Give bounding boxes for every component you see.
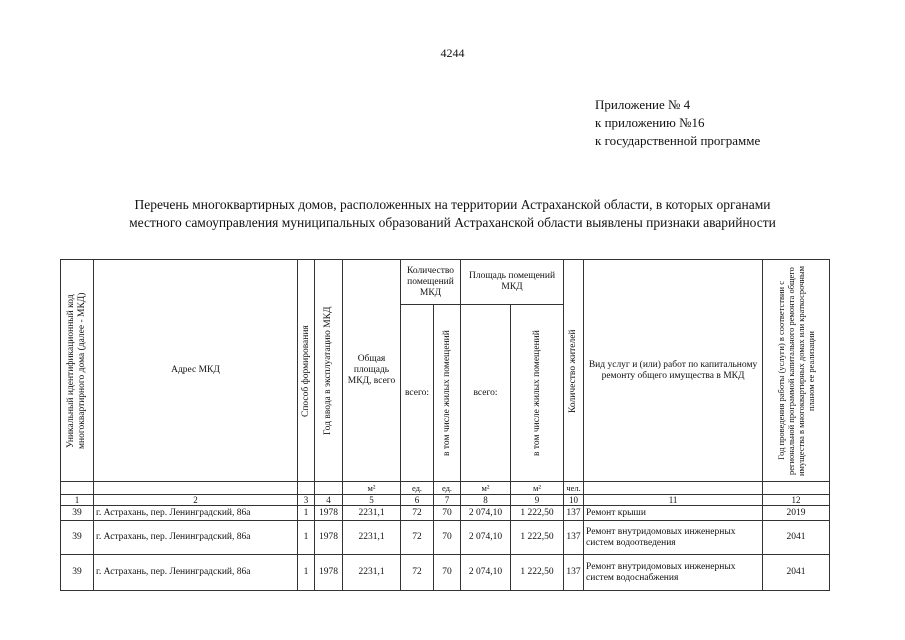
cell-area-total: 2231,1	[343, 521, 401, 555]
column-number: 3	[298, 495, 315, 506]
cell-address: г. Астрахань, пер. Ленинградский, 86а	[94, 555, 298, 591]
column-number: 8	[461, 495, 511, 506]
unit-cell	[763, 482, 830, 495]
appendix-line-3: к государственной программе	[595, 133, 761, 148]
column-number: 4	[315, 495, 343, 506]
unit-cell	[94, 482, 298, 495]
cell-uid: 39	[61, 521, 94, 555]
cell-method: 1	[298, 555, 315, 591]
cell-year: 1978	[315, 506, 343, 521]
header-area-group: Площадь помещений МКД	[461, 260, 564, 305]
header-method: Способ формирования	[298, 260, 315, 482]
appendix-note	[595, 96, 760, 150]
column-number: 11	[584, 495, 763, 506]
header-work-year: Год проведения работы (услуги) в соответствии с региональной программой капитального ремонта общего имущества в многоквартирных домах или краткосрочным планом ее реализации	[763, 260, 830, 482]
page-number: 4244	[440, 46, 465, 60]
cell-work-year: 2041	[763, 555, 830, 591]
column-number: 2	[94, 495, 298, 506]
header-address: Адрес МКД	[94, 260, 298, 482]
table-row	[61, 555, 830, 591]
cell-method: 1	[298, 506, 315, 521]
cell-rooms-total: 72	[401, 506, 434, 521]
cell-year: 1978	[315, 555, 343, 591]
cell-residents: 137	[564, 521, 584, 555]
unit-cell	[298, 482, 315, 495]
units-row	[61, 482, 830, 495]
column-number: 10	[564, 495, 584, 506]
cell-area-total: 2231,1	[343, 506, 401, 521]
cell-work-year: 2019	[763, 506, 830, 521]
cell-work-type: Ремонт крыши	[584, 506, 763, 521]
header-area-rooms-total: всего:	[461, 305, 511, 482]
header-rooms-total: всего:	[401, 305, 434, 482]
cell-work-type: Ремонт внутридомовых инженерных систем водоотведения	[584, 521, 763, 555]
unit-cell	[315, 482, 343, 495]
cell-rooms-total: 72	[401, 555, 434, 591]
column-number: 12	[763, 495, 830, 506]
column-number: 1	[61, 495, 94, 506]
column-number: 9	[511, 495, 564, 506]
appendix-line-2: к приложению №16	[595, 115, 705, 130]
cell-method: 1	[298, 521, 315, 555]
header-area-rooms-living: в том числе жилых помещений	[511, 305, 564, 482]
unit-area-rooms-total: м²	[461, 482, 511, 495]
cell-rooms-total: 72	[401, 521, 434, 555]
cell-uid: 39	[61, 506, 94, 521]
header-row-top	[61, 260, 830, 305]
document-title-line-2: местного самоуправления муниципальных образований Астраханской области выявлены признаки аварийности	[129, 215, 776, 230]
unit-area-total: м²	[343, 482, 401, 495]
header-area-total: Общая площадь МКД, всего	[343, 260, 401, 482]
unit-rooms-total: ед.	[401, 482, 434, 495]
column-number: 7	[434, 495, 461, 506]
header-rooms-group: Количество помещений МКД	[401, 260, 461, 305]
cell-area-total: 2231,1	[343, 555, 401, 591]
appendix-line-1: Приложение № 4	[595, 97, 691, 112]
header-uid: Уникальный идентификационный код многоквартирного дома (далее - МКД)	[61, 260, 94, 482]
cell-area-rooms-total: 2 074,10	[461, 506, 511, 521]
cell-address: г. Астрахань, пер. Ленинградский, 86а	[94, 506, 298, 521]
unit-cell	[584, 482, 763, 495]
unit-residents: чел.	[564, 482, 584, 495]
cell-residents: 137	[564, 506, 584, 521]
cell-rooms-living: 70	[434, 506, 461, 521]
cell-year: 1978	[315, 521, 343, 555]
header-work-type: Вид услуг и (или) работ по капитальному ремонту общего имущества в МКД	[584, 260, 763, 482]
cell-uid: 39	[61, 555, 94, 591]
cell-area-rooms-total: 2 074,10	[461, 555, 511, 591]
header-year: Год ввода в эксплуатацию МКД	[315, 260, 343, 482]
document-title	[40, 196, 865, 232]
cell-area-rooms-total: 2 074,10	[461, 521, 511, 555]
header-residents: Количество жителей	[564, 260, 584, 482]
header-rooms-living: в том числе жилых помещений	[434, 305, 461, 482]
cell-rooms-living: 70	[434, 555, 461, 591]
buildings-table	[60, 259, 830, 591]
cell-residents: 137	[564, 555, 584, 591]
cell-work-type: Ремонт внутридомовых инженерных систем водоснабжения	[584, 555, 763, 591]
column-number: 5	[343, 495, 401, 506]
cell-rooms-living: 70	[434, 521, 461, 555]
unit-area-rooms-living: м²	[511, 482, 564, 495]
cell-area-rooms-living: 1 222,50	[511, 506, 564, 521]
cell-area-rooms-living: 1 222,50	[511, 555, 564, 591]
table-row	[61, 506, 830, 521]
unit-cell	[61, 482, 94, 495]
cell-area-rooms-living: 1 222,50	[511, 521, 564, 555]
column-numbers-row	[61, 495, 830, 506]
cell-work-year: 2041	[763, 521, 830, 555]
table-row	[61, 521, 830, 555]
unit-rooms-living: ед.	[434, 482, 461, 495]
document-title-line-1: Перечень многоквартирных домов, расположенных на территории Астраханской области, в которых органами	[134, 197, 771, 212]
column-number: 6	[401, 495, 434, 506]
cell-address: г. Астрахань, пер. Ленинградский, 86а	[94, 521, 298, 555]
